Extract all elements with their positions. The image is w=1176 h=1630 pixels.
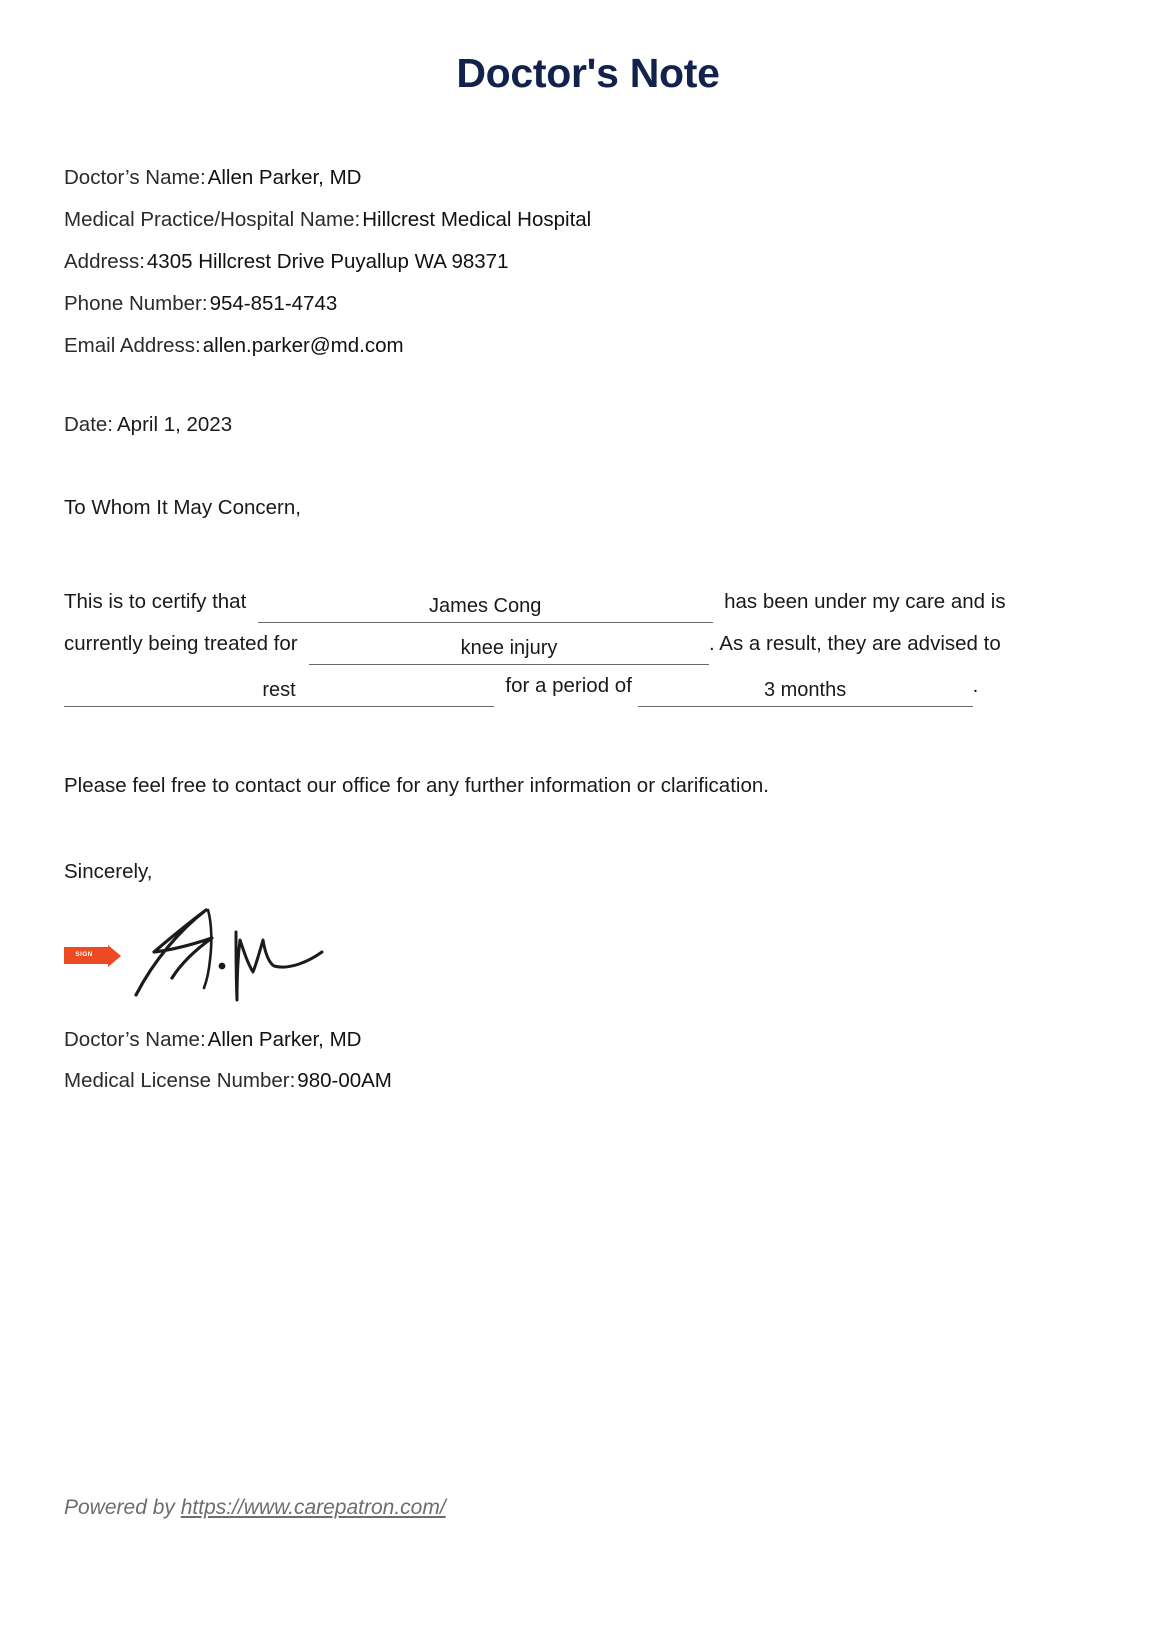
signature-area[interactable] — [64, 905, 1112, 1005]
label-address: Address: — [64, 250, 145, 274]
sign-tag-label: SIGN — [75, 951, 93, 959]
value-practice-name: Hillcrest Medical Hospital — [362, 208, 592, 232]
label-phone: Phone Number: — [64, 292, 208, 316]
certification-line-3 — [64, 665, 1112, 707]
footer-link-carepatron[interactable]: https://www.carepatron.com/ — [180, 1496, 446, 1519]
sign-tag[interactable] — [64, 947, 108, 964]
period-blank[interactable] — [638, 676, 973, 707]
cert-text-part5: for a period of — [505, 674, 632, 698]
salutation: To Whom It May Concern, — [64, 496, 301, 520]
footer-prefix: Powered by — [64, 1496, 181, 1519]
value-license-number: 980-00AM — [297, 1069, 392, 1093]
label-date: Date: — [64, 413, 113, 437]
value-address: 4305 Hillcrest Drive Puyallup WA 98371 — [146, 250, 509, 274]
advice-blank[interactable] — [64, 676, 494, 707]
closing-paragraph: Please feel free to contact our office for any further information or clarification. — [64, 774, 769, 798]
condition-value: knee injury — [460, 637, 558, 660]
signoff-line-doctor-name — [64, 1019, 1112, 1060]
patient-name-blank[interactable] — [258, 592, 713, 623]
value-signoff-doctor-name: Allen Parker, MD — [207, 1028, 362, 1052]
info-line-phone — [64, 283, 1112, 325]
info-line-email — [64, 325, 1112, 367]
value-email: allen.parker@md.com — [202, 334, 404, 358]
value-doctor-name: Allen Parker, MD — [207, 166, 362, 190]
period-value: 3 months — [763, 679, 847, 702]
value-date: April 1, 2023 — [117, 413, 233, 437]
signoff-line-license — [64, 1060, 1112, 1101]
label-doctor-name: Doctor’s Name: — [64, 166, 206, 190]
info-line-doctor-name — [64, 157, 1112, 199]
certification-line-2 — [64, 623, 1112, 665]
footer — [64, 1494, 446, 1522]
cert-text-part3: currently being treated for — [64, 632, 298, 656]
label-license-number: Medical License Number: — [64, 1069, 296, 1093]
sincerely-line: Sincerely, — [64, 860, 153, 884]
doctor-info-block — [64, 157, 1112, 367]
info-line-address — [64, 241, 1112, 283]
signature-image — [124, 900, 354, 1005]
value-phone: 954-851-4743 — [209, 292, 338, 316]
cert-text-part6: . — [972, 674, 979, 698]
condition-blank[interactable] — [309, 634, 709, 665]
cert-text-part2: has been under my care and is — [724, 590, 1006, 614]
page-title: Doctor's Note — [456, 50, 720, 96]
cert-text-part1: This is to certify that — [64, 590, 247, 614]
cert-text-part4: . As a result, they are advised to — [709, 632, 1001, 656]
patient-name-value: James Cong — [429, 595, 542, 618]
certification-line-1 — [64, 581, 1112, 623]
advice-value: rest — [262, 679, 296, 702]
signoff-block — [64, 1019, 1112, 1101]
certification-paragraph — [64, 581, 1112, 707]
info-line-practice-name — [64, 199, 1112, 241]
label-signoff-doctor-name: Doctor’s Name: — [64, 1028, 206, 1052]
label-practice-name: Medical Practice/Hospital Name: — [64, 208, 361, 232]
label-email: Email Address: — [64, 334, 201, 358]
date-line — [64, 410, 1112, 440]
